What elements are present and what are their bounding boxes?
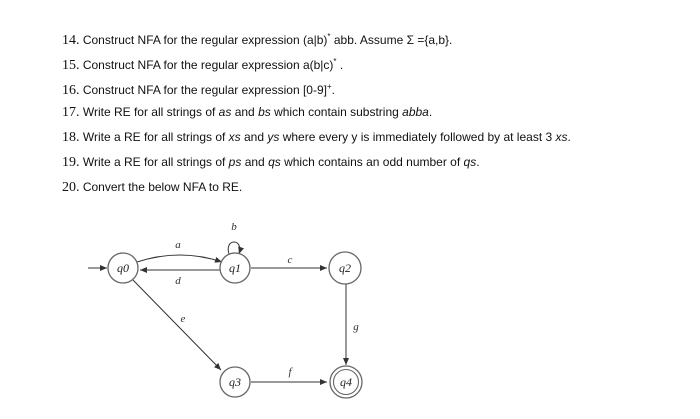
question-text-part: Write a RE for all strings of: [82, 130, 229, 144]
label-e: e: [180, 313, 186, 325]
state-q0-label: q0: [117, 261, 129, 275]
question-text-part: .: [336, 58, 344, 72]
edge-q0-q1-a: [137, 255, 222, 262]
question-text-part: ys: [267, 130, 280, 144]
question-text-part: bs: [258, 105, 271, 119]
question-text-part: .: [476, 155, 480, 169]
question-text-part: xs: [555, 130, 568, 144]
question-text-part: +: [326, 82, 332, 91]
question-text-part: Write RE for all strings of: [82, 105, 219, 119]
state-q1: [220, 253, 250, 283]
question-text-part: as: [218, 105, 232, 119]
state-q3: [220, 367, 250, 397]
question-number: 17.: [62, 105, 80, 120]
question-text-part: Construct NFA for the regular expression a(b|c): [82, 58, 334, 72]
question-text-part: where every y is immediately followed by at least 3: [279, 130, 556, 144]
label-d: d: [175, 275, 181, 287]
state-q0: [108, 253, 138, 283]
question-text-part: abba: [402, 105, 429, 119]
question-text-part: xs: [228, 130, 241, 144]
question-number: 20.: [62, 180, 80, 195]
state-q2-label: q2: [339, 261, 351, 275]
state-q3-label: q3: [229, 375, 241, 389]
question-number: 16.: [62, 83, 80, 98]
question-text-part: qs: [463, 155, 477, 169]
question-text-part: and: [241, 155, 269, 169]
question-number: 19.: [62, 155, 80, 170]
question-text-part: Convert the below NFA to RE.: [82, 180, 243, 194]
question-text-part: .: [331, 83, 335, 97]
state-q1-label: q1: [229, 261, 241, 275]
question-text-part: and: [240, 130, 268, 144]
question-text-part: *: [333, 57, 337, 66]
question-text-part: and: [231, 105, 259, 119]
edge-q1-q1-b: [228, 242, 240, 254]
question-text-part: Construct NFA for the regular expression [0-9]: [82, 83, 327, 97]
question-text-part: Write a RE for all strings of: [82, 155, 229, 169]
question-text-part: *: [327, 32, 331, 41]
question-number: 18.: [62, 130, 80, 145]
question-text-part: which contain substring: [270, 105, 403, 119]
question-text-part: abb. Assume Σ ={a,b}.: [330, 33, 453, 47]
question-text-part: .: [567, 130, 571, 144]
question-number: 15.: [62, 58, 80, 73]
question-text-part: ps: [228, 155, 242, 169]
state-q4-accept: [330, 366, 362, 398]
label-b: b: [231, 221, 237, 233]
question-text-part: which contains an odd number of: [280, 155, 464, 169]
edge-q0-q3-e: [133, 280, 221, 370]
label-c: c: [287, 254, 293, 266]
question-text-part: Construct NFA for the regular expression (a|b): [82, 33, 328, 47]
label-a: a: [175, 239, 181, 251]
label-g: g: [353, 321, 359, 333]
question-text-part: qs: [268, 155, 281, 169]
question-text-part: .: [428, 105, 433, 119]
question-number: 14.: [62, 33, 80, 48]
state-q2: [329, 252, 361, 284]
state-q4-label: q4: [340, 375, 352, 389]
label-f: f: [288, 366, 292, 378]
